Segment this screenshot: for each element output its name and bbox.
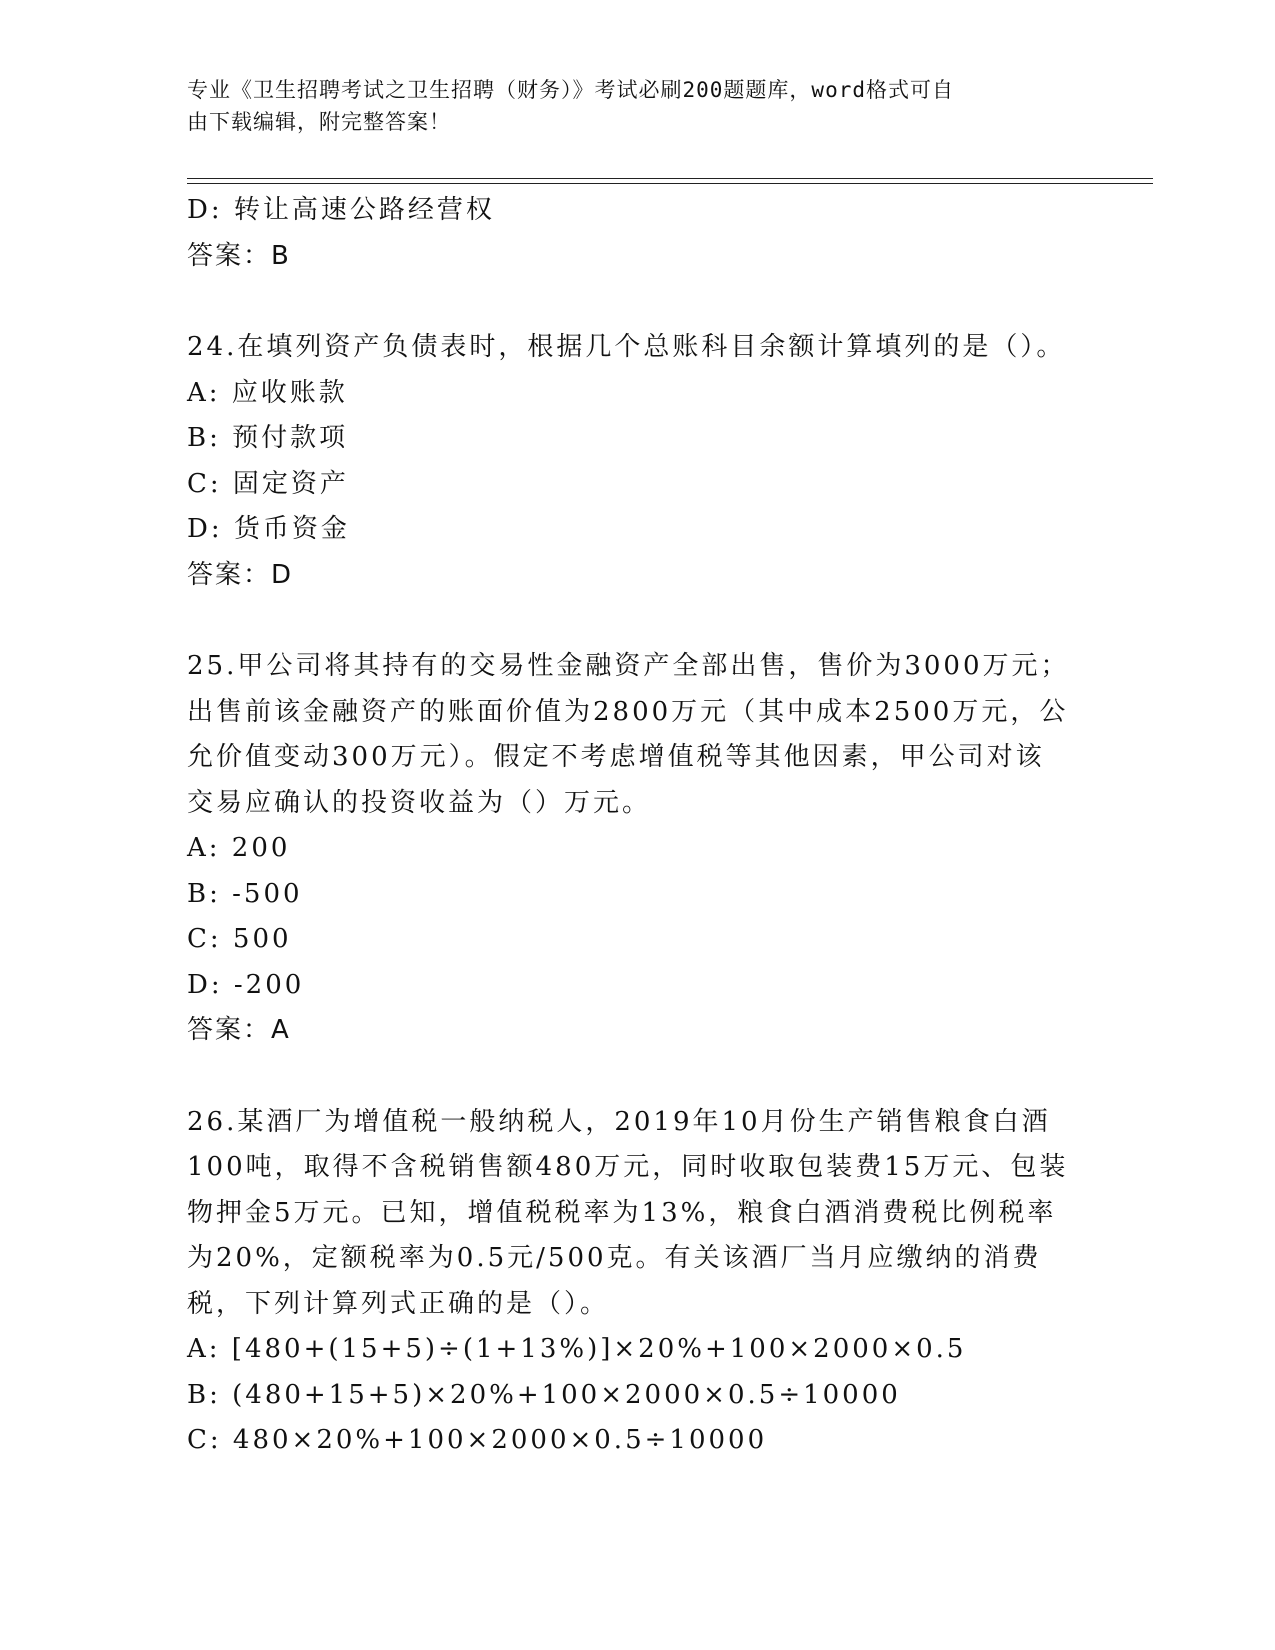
- option-b: B: (480+15+5)×20%+100×2000×0.5÷10000: [187, 1379, 901, 1410]
- option-c: C: 480×20%+100×2000×0.5÷10000: [187, 1425, 768, 1455]
- option-d: D: -200: [187, 969, 305, 1000]
- question-stem-line-5: 税，下列计算列式正确的是（）。: [187, 1288, 610, 1319]
- question-stem-line-1: 26.某酒厂为增值税一般纳税人，2019年10月份生产销售粮食白酒: [187, 1106, 1051, 1137]
- question-stem: 24.在填列资产负债表时，根据几个总账科目余额计算填列的是（）。: [187, 332, 1066, 362]
- question-stem-line-4: 交易应确认的投资收益为（）万元。: [187, 787, 652, 818]
- option-a: A: 200: [187, 833, 291, 863]
- option-c: C: 500: [187, 924, 292, 954]
- question-stem-line-1: 25.甲公司将其持有的交易性金融资产全部出售，售价为3000万元；: [187, 651, 1070, 681]
- question-25: [187, 644, 1087, 1054]
- question-stem-line-3: 物押金5万元。已知，增值税税率为13%，粮食白酒消费税比例税率: [187, 1197, 1057, 1228]
- header-divider-top: [187, 178, 1153, 179]
- option-b: B: 预付款项: [187, 423, 349, 453]
- answer-line: 答案：B: [187, 240, 291, 271]
- spacer: [187, 598, 1087, 644]
- question-stem-line-4: 为20%，定额税率为0.5元/500克。有关该酒厂当月应缴纳的消费: [187, 1243, 1042, 1273]
- question-stem-line-2: 100吨，取得不含税销售额480万元，同时收取包装费15万元、包装: [187, 1152, 1069, 1182]
- header-line-1: 专业《卫生招聘考试之卫生招聘（财务）》考试必刷200题题库，word格式可自: [187, 78, 954, 102]
- answer-line: 答案：A: [187, 1015, 291, 1045]
- carryover-block: [187, 188, 1087, 279]
- question-stem-line-3: 允价值变动300万元）。假定不考虑增值税等其他因素，甲公司对该: [187, 742, 1045, 772]
- question-26: [187, 1100, 1087, 1464]
- header-divider-bottom: [187, 183, 1153, 184]
- spacer: [187, 1054, 1087, 1100]
- header-line-2: 由下载编辑，附完整答案！: [187, 110, 451, 134]
- option-c: C: 固定资产: [187, 468, 349, 499]
- question-24: [187, 325, 1087, 598]
- option-a: A: 应收账款: [187, 377, 348, 408]
- question-stem-line-2: 出售前该金融资产的账面价值为2800万元（其中成本2500万元，公: [187, 696, 1069, 727]
- spacer: [187, 279, 1087, 325]
- question-content: [187, 188, 1087, 1464]
- option-d: D: 转让高速公路经营权: [187, 195, 495, 225]
- document-header: [187, 74, 1067, 138]
- option-a: A: [480+(15+5)÷(1+13%)]×20%+100×2000×0.5: [187, 1334, 967, 1364]
- option-b: B: -500: [187, 878, 303, 909]
- answer-line: 答案：D: [187, 559, 294, 590]
- option-d: D: 货币资金: [187, 514, 350, 544]
